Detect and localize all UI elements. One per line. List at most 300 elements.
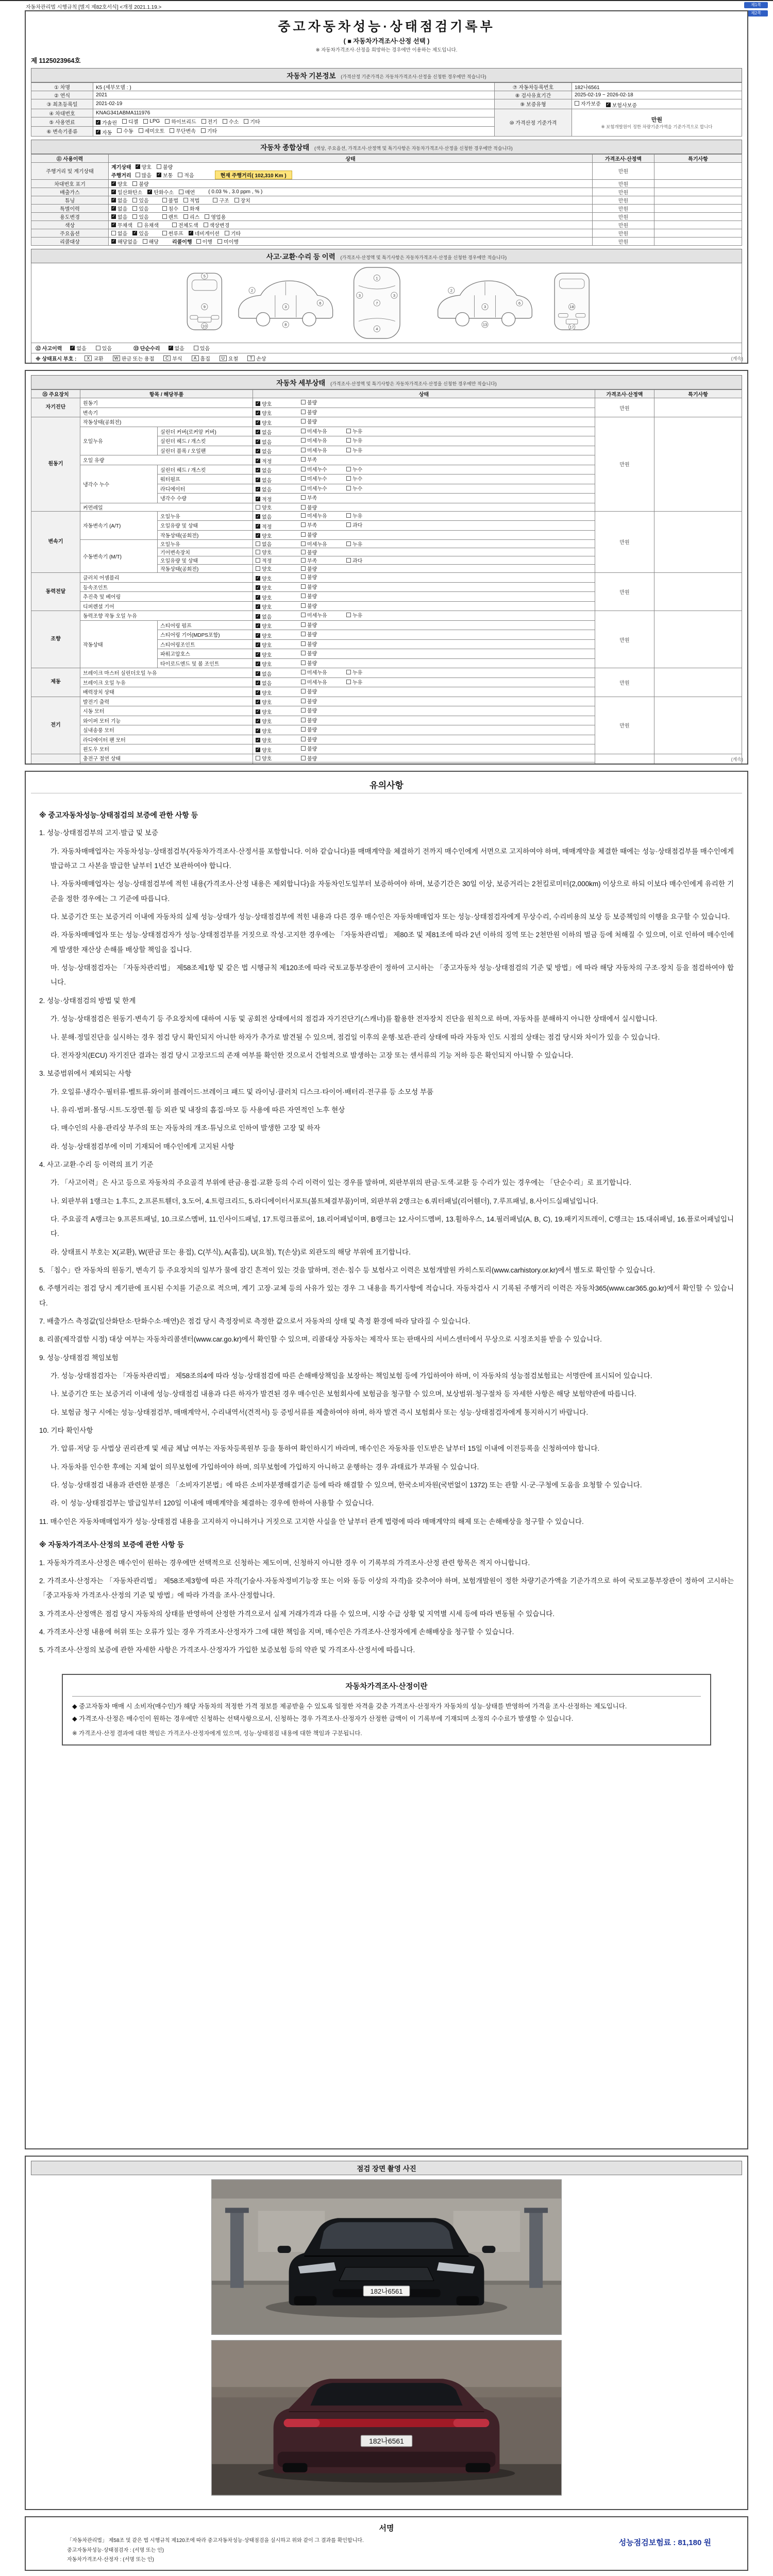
notice-paragraph: 가. 압류·저당 등 사법상 권리관계 및 세금 체납 여부는 자동차등록원부 등을 통하여 확인하시기 바라며, 매수인은 자동차를 인도받은 날부터 15일 이내에 이전등록을 신청하여야 합니다. <box>51 1445 600 1453</box>
checkbox-box: ✓ <box>256 623 260 628</box>
status-cell <box>253 725 595 735</box>
subpart-label: 워터펌프 <box>158 474 253 484</box>
history-label: ⑬ 단순수리 <box>133 346 160 352</box>
checkbox-양호 <box>256 622 300 630</box>
rect-el <box>524 2208 548 2213</box>
price-cell: 만원 <box>593 229 654 237</box>
checkbox-box: ✓ <box>96 129 100 134</box>
checkbox-양호 <box>256 746 300 754</box>
checkbox-box <box>256 756 260 760</box>
checkbox-label: 불량 <box>307 651 317 657</box>
checkbox-box: ✓ <box>256 420 260 425</box>
continue-mark: (계속) <box>731 356 743 361</box>
notice-paragraph: 가. 「사고이력」은 사고 등으로 자동차의 주요골격 부위에 판금·용접·교환 등의 수리 이력이 있는 경우를 말하며, 외판부위의 판금·도색·교환 등 수리가 있는 경우에는 「단순수리」로 표기합니다. <box>51 1179 632 1187</box>
path-el <box>339 2267 433 2281</box>
checkbox-box: ✓ <box>256 737 260 742</box>
checkbox-box <box>256 505 260 510</box>
g-el <box>482 303 488 310</box>
detail-row <box>31 611 742 621</box>
checkbox-box <box>132 198 137 202</box>
checkbox-양호 <box>256 419 300 427</box>
checkbox-불량 <box>301 621 345 629</box>
legend-item <box>192 354 210 362</box>
notice-paragraph: 라. 이 성능·상태점검부는 발급일부터 120일 이내에 매매계약을 체결하는 경우에 한하여 사용할 수 있습니다. <box>51 1499 374 1507</box>
subpart-label: 스티어링 기어(MDPS포함) <box>158 630 253 640</box>
checkbox-불량 <box>301 565 345 572</box>
checkbox-label: 누유 <box>352 448 363 454</box>
checkbox-렌트 <box>162 213 178 221</box>
checkbox-label: 불량 <box>307 532 317 538</box>
checkbox-box: ✓ <box>256 410 260 415</box>
checkbox-양호 <box>256 574 300 582</box>
g-el <box>201 323 208 329</box>
legend-item <box>247 354 266 362</box>
checkbox-불량 <box>301 706 345 714</box>
detail-state-table <box>31 389 742 765</box>
text-el: 5 <box>203 274 206 279</box>
legend-code: W <box>113 355 120 361</box>
text-el: 7 <box>376 300 378 306</box>
checkbox-box <box>301 651 306 655</box>
subpart-label: 냉각수 수량 <box>158 494 253 503</box>
checkbox-불량 <box>301 697 345 705</box>
checkbox-불량 <box>157 163 173 171</box>
subpart-label: 스티어링조인트 <box>158 639 253 649</box>
checkbox-box <box>301 594 306 598</box>
checkbox-label: 누유 <box>352 513 363 519</box>
checkbox-box <box>301 467 306 471</box>
spec-cell <box>654 668 742 697</box>
checkbox-유채색 <box>138 221 159 229</box>
section-note: (가격조사·산정액 및 특기사항은 자동차가격조사·산정을 신청한 경우에만 적습니다) <box>340 255 507 260</box>
usage-row <box>31 237 742 245</box>
checkbox-label: 무단변속 <box>176 129 196 134</box>
basic-value: 2021-02-19 <box>93 99 495 109</box>
checkbox-없음 <box>111 229 127 237</box>
checkbox-누유 <box>346 540 391 548</box>
document-subtitle: ( ■ 자동차가격조사·산정 선택 ) <box>343 38 430 45</box>
rect-el <box>212 2180 561 2198</box>
notice-paragraph: 라. 성능·상태점검부에 이미 기재되어 매수인에게 고지된 사항 <box>51 1142 234 1150</box>
checkbox-양호 <box>256 548 300 556</box>
usage-item: 색상 <box>31 221 109 229</box>
subpart-label: 오일누유 <box>158 511 253 521</box>
part-label: 와이퍼 모터 기능 <box>80 716 253 725</box>
checkbox-box <box>301 438 306 443</box>
checkbox-box <box>301 522 306 527</box>
checkbox-label: 적법 <box>189 198 200 204</box>
signature-inspector-line: 중고자동차성능·상태점검자 : (서명 또는 인) <box>67 2547 164 2553</box>
checkbox-화재 <box>183 205 199 212</box>
part-label: 변속기 <box>80 408 253 417</box>
status-cell <box>253 503 595 511</box>
checkbox-없음 <box>111 196 127 204</box>
checkbox-불량 <box>301 592 345 600</box>
checkbox-label: 없음 <box>262 430 272 436</box>
device-label: 원동기 <box>31 417 80 512</box>
checkbox-label: 양호 <box>262 652 272 658</box>
notice-paragraph: 나. 분해·정밀진단을 실시하는 경우 점검 당시 확인되지 아니한 하자가 추가로 발견될 수 있으며, 점검일 이후의 운행·보관·관리 상태에 따라 자동차 인도 시점의 상태는 점검 당시와 차이가 있을 수 있습니다. <box>51 1033 660 1041</box>
checkbox-미세누수 <box>301 474 345 482</box>
status-cell <box>253 754 595 762</box>
checkbox-box: ✓ <box>256 477 260 482</box>
spec-cell <box>654 204 742 212</box>
car-diagram-box <box>31 263 742 343</box>
section-note: (색상, 주요옵션, 가격조사·산정액 및 특기사항은 자동차가격조사·산정을 신청한 경우에만 적습니다) <box>314 145 513 151</box>
legend-code: A <box>192 355 199 361</box>
status-cell <box>253 417 595 427</box>
checkbox-box <box>225 231 229 235</box>
checkbox-label <box>262 762 272 765</box>
checkbox-label: 양호 <box>262 719 272 725</box>
checkbox-label: 있음 <box>102 346 112 352</box>
legend-text: 부식 <box>172 356 182 362</box>
car-rear-view <box>554 273 589 330</box>
g-el <box>482 321 488 327</box>
spec-cell <box>654 398 742 417</box>
checkbox-불량 <box>301 687 345 695</box>
checkbox-label: 누유 <box>352 613 363 619</box>
basic-label: ⑦ 자동차등록번호 <box>495 83 572 91</box>
usage-row <box>31 221 742 229</box>
checkbox-box <box>201 128 206 133</box>
notice-paragraph: 다. 전자장치(ECU) 자기진단 결과는 점검 당시 고장코드의 존재 여부를 확인한 것으로서 간헐적으로 발생하는 고장 또는 센서류의 기능 저하 등은 확인되지 아니할 수 있습니다. <box>51 1051 574 1059</box>
checkbox-label: 양호 <box>262 586 272 591</box>
device-label: 자기진단 <box>31 398 80 417</box>
status-line <box>111 213 590 221</box>
checkbox-label: 불량 <box>307 550 317 556</box>
basic-row <box>31 91 742 99</box>
notice-paragraph: 1. 자동차가격조사·산정은 매수인이 원하는 경우에만 선택적으로 신청하는 제도이며, 신청하지 아니한 경우 이 기록부의 가격조사·산정 관련 항목은 적지 아니합니다. <box>39 1558 530 1567</box>
checkbox-label: 양호 <box>117 181 128 188</box>
usage-row <box>31 162 742 179</box>
page-badge-1[interactable]: 제1쪽 <box>744 2 768 8</box>
checkbox-label: 불량 <box>307 622 317 629</box>
detail-row <box>31 754 742 762</box>
legend-item <box>163 354 182 362</box>
checkbox-box: ✓ <box>256 486 260 492</box>
checkbox-box <box>301 448 306 452</box>
rect-el <box>466 2463 491 2472</box>
status-cell <box>253 668 595 678</box>
price-cell: 만원 <box>595 668 654 697</box>
rect-el <box>230 2211 244 2288</box>
checkbox-적법 <box>183 196 199 204</box>
device-label <box>31 754 80 765</box>
g-el <box>391 292 397 298</box>
notice-paragraph: 라. 자동차매매업자 또는 성능·상태점검자가 성능·상태점검부를 거짓으로 작성·고지한 경우에는 「자동차관리법」 제80조 및 제81조에 따라 2년 이하의 징역 또는 2천만원 이하의 벌금 등에 처해질 수 있으며, 이로 인하여 매수인에게 발생한 재산상 손해를 배상할 책임을 집니다. <box>51 931 734 954</box>
checkbox-box: ✓ <box>256 429 260 434</box>
checkbox-box <box>162 206 167 211</box>
notice-paragraph: 다. 주요골격 A랭크는 9.프론트패널, 10.크로스멤버, 11.인사이드패널, 17.트렁크플로어, 18.리어패널이며, B랭크는 12.사이드멤버, 13.휠하우스, 14.필러패널(A, B, C), 19.패키지트레이, C랭크는 15.대쉬패널, 16.플로어패널입니다. <box>51 1215 734 1238</box>
checkbox-box <box>346 438 351 443</box>
checkbox-label <box>307 762 317 765</box>
tbody-el <box>31 162 742 245</box>
checkbox-box <box>301 558 306 563</box>
spec-cell <box>654 417 742 512</box>
price-cell: 만원 <box>593 179 654 188</box>
car-left-side-view <box>239 281 333 328</box>
checkbox-label: 탄화수소 <box>154 190 174 196</box>
checkbox-box <box>301 727 306 732</box>
inline-text: ( 0.03 % , 3.0 ppm , % ) <box>208 189 263 195</box>
usage-item: 리콜대상 <box>31 237 109 245</box>
g-el <box>317 299 323 306</box>
spec-cell <box>654 511 742 573</box>
checkbox-label: 화재 <box>189 206 200 212</box>
checkbox-box: ✓ <box>256 448 260 453</box>
checkbox-box <box>183 198 188 202</box>
status-cell <box>109 162 593 179</box>
text-el: 2 <box>450 288 452 293</box>
checkbox-box: ✓ <box>169 345 173 350</box>
checkbox-label: 있음 <box>139 206 149 212</box>
path-el <box>310 2383 462 2405</box>
notice-body <box>31 798 742 1664</box>
thead-el <box>31 390 742 398</box>
checkbox-box <box>301 699 306 703</box>
checkbox-label: 양호 <box>262 567 272 572</box>
checkbox-label: 미세누유 <box>307 680 327 686</box>
checkbox-box <box>301 660 306 665</box>
checkbox-label: 양호 <box>262 643 272 649</box>
basic-value <box>93 127 495 137</box>
usage-row <box>31 229 742 237</box>
checkbox-box <box>346 448 351 452</box>
checkbox-box <box>346 670 351 674</box>
checkbox-불량 <box>301 649 345 657</box>
part-label: 충전구 절연 상태 <box>80 754 253 762</box>
car-front-view <box>187 273 222 329</box>
checkbox-label: 양호 <box>262 709 272 716</box>
checkbox-label: 미세누수 <box>307 486 327 492</box>
status-cell <box>253 706 595 716</box>
checkbox-적정 <box>256 457 300 465</box>
checkbox-양호 <box>256 736 300 744</box>
checkbox-label: 불량 <box>307 632 317 638</box>
checkbox-label: 미세누유 <box>307 438 327 444</box>
checkbox-label: 누유 <box>352 438 363 444</box>
part-label: 클러치 어셈블리 <box>80 573 253 583</box>
column-header: ⑮ 주요장치 <box>31 390 80 398</box>
status-line <box>111 229 590 237</box>
checkbox-box: ✓ <box>256 523 260 528</box>
checkbox-label: 이행 <box>202 239 212 245</box>
status-cell <box>253 436 595 446</box>
checkbox-box <box>301 574 306 579</box>
checkbox-label: 부족 <box>307 558 317 564</box>
checkbox-label: 미세누유 <box>307 613 327 619</box>
checkbox-box <box>346 558 351 563</box>
checkbox-영업용 <box>205 213 226 221</box>
car-right-side-view <box>438 281 532 328</box>
detail-row <box>31 573 742 583</box>
rect-el <box>225 2208 249 2213</box>
rect-el <box>278 2452 496 2467</box>
checkbox-가솔린 <box>96 118 117 126</box>
checkbox-label: 매연 <box>184 190 195 196</box>
checkbox-label: 해당없음 <box>117 239 138 245</box>
checkbox-자가보증 <box>575 99 601 107</box>
checkbox-label: 양호 <box>262 595 272 601</box>
checkbox-label: 침수 <box>168 206 178 212</box>
checkbox-box <box>301 410 306 414</box>
notice-heading: ※ 자동차가격조사·산정의 보증에 관한 사항 등 <box>39 1540 184 1549</box>
price-cell: 만원 <box>595 398 654 417</box>
checkbox-label: 양호 <box>262 690 272 697</box>
checkbox-보통 <box>157 171 173 179</box>
checkbox-불량 <box>301 640 345 648</box>
checkbox-전기 <box>201 117 217 125</box>
checkbox-label: 수동 <box>123 129 133 134</box>
status-cell <box>253 592 595 602</box>
checkbox-label: 불법 <box>168 198 178 204</box>
checkbox-불량 <box>301 602 345 609</box>
checkbox-box <box>346 429 351 433</box>
checkbox-label: 일산화탄소 <box>117 190 143 196</box>
checkbox-box <box>178 173 182 177</box>
status-line <box>111 188 590 196</box>
status-cell <box>253 521 595 531</box>
checkbox-디젤 <box>122 117 138 125</box>
checkbox-누유 <box>346 446 391 454</box>
section-overall-state <box>31 140 742 154</box>
checkbox-기타 <box>244 117 260 125</box>
subpart-label: 작동상태(공회전) <box>158 565 253 573</box>
path-el <box>320 2222 453 2249</box>
checkbox-label: 불량 <box>307 756 317 762</box>
checkbox-box <box>346 522 351 527</box>
checkbox-box: ✓ <box>256 458 260 463</box>
g-el <box>201 273 208 279</box>
checkbox-box <box>301 513 306 518</box>
card-signature <box>25 2516 748 2571</box>
checkbox-양호 <box>256 409 300 417</box>
column-header: 가격조사·산정액 <box>595 390 654 398</box>
checkbox-box <box>132 206 137 211</box>
checkbox-box <box>301 419 306 423</box>
status-line <box>111 180 590 188</box>
checkbox-불량 <box>301 744 345 752</box>
basic-value: K5 (세부모델 : ) <box>93 83 495 91</box>
spec-cell <box>654 754 742 765</box>
usage-row <box>31 179 742 188</box>
checkbox-box <box>256 541 260 546</box>
status-cell <box>109 188 593 196</box>
price-cell: 만원 <box>593 212 654 221</box>
basic-label: ① 차명 <box>31 83 93 91</box>
status-cell <box>253 455 595 465</box>
car-top-view <box>354 267 400 338</box>
notice-paragraph: 2. 성능·상태점검의 방법 및 한계 <box>39 996 136 1005</box>
checkbox-box <box>301 689 306 693</box>
basic-value <box>93 117 495 127</box>
checkbox-label: 미세누유 <box>307 542 327 548</box>
checkbox-box <box>575 101 579 106</box>
checkbox-label: 불량 <box>307 410 317 416</box>
column-header: 특기사항 <box>654 154 742 162</box>
basic-value: KNAG341ABMA111976 <box>93 109 495 117</box>
checkbox-box <box>346 486 351 490</box>
checkbox-양호 <box>256 641 300 649</box>
section-title: 점검 장면 촬영 사진 <box>357 2165 416 2173</box>
checkbox-리스 <box>183 213 199 221</box>
checkbox-불량 <box>301 754 345 762</box>
status-cell <box>253 511 595 521</box>
checkbox-label: 양호 <box>262 756 272 762</box>
checkbox-label: 전기 <box>207 119 217 125</box>
checkbox-box <box>301 476 306 481</box>
checkbox-누유 <box>346 436 391 444</box>
checkbox-box <box>96 346 100 350</box>
price-cell: 만원 <box>593 204 654 212</box>
detail-row <box>31 668 742 678</box>
part-label: 오일누유 <box>80 427 158 455</box>
basic-label: ③ 최초등록일 <box>31 99 93 109</box>
rect-el <box>529 2211 543 2288</box>
g-el <box>374 275 380 281</box>
checkbox-있음 <box>132 213 148 221</box>
checkbox-box: ✓ <box>256 575 260 580</box>
status-cell <box>253 548 595 556</box>
checkbox-label: 양호 <box>262 411 272 417</box>
regulation-note: 자동차관리법 시행규칙 [별지 제82호서식] <개정 2021.1.19.> <box>26 5 162 10</box>
checkbox-box: ✓ <box>256 690 260 694</box>
basic-label: ⑥ 변속기종류 <box>31 127 93 137</box>
checkbox-없음 <box>256 447 300 455</box>
checkbox-label: 리스 <box>189 214 200 221</box>
part-label: 커먼레일 <box>80 503 253 511</box>
base-price-amount: 만원 <box>651 116 663 123</box>
price-cell: 만원 <box>593 188 654 196</box>
checkbox-label: 양호 <box>262 505 272 511</box>
checkbox-label: 없음 <box>117 198 128 204</box>
checkbox-box: ✓ <box>112 197 115 202</box>
insurance-fee-value: 81,180 원 <box>678 2538 711 2547</box>
checkbox-label: 불량 <box>307 567 317 572</box>
checkbox-양호 <box>256 689 300 697</box>
legend-text: 흠집 <box>200 356 210 362</box>
checkbox-누유 <box>346 678 391 686</box>
status-cell <box>253 556 595 565</box>
accident-history-row <box>31 343 742 353</box>
subpart-label: 파워고압호스 <box>158 649 253 659</box>
checkbox-없음 <box>111 205 127 212</box>
checkbox-미세누유 <box>301 512 345 519</box>
status-cell <box>253 474 595 484</box>
checkbox-box: ✓ <box>256 642 260 647</box>
checkbox-이행 <box>196 238 212 245</box>
checkbox-부족 <box>301 521 345 529</box>
text-el: 6 <box>518 300 521 306</box>
checkbox-불량 <box>301 503 345 511</box>
checkbox-label: 기타 <box>207 129 217 134</box>
checkbox-label: 미세누유 <box>307 670 327 676</box>
checkbox-매연 <box>179 188 195 196</box>
checkbox-불법 <box>162 196 178 204</box>
subpart-label: 실린더 블록 / 오일팬 <box>158 446 253 455</box>
legend-code: C <box>163 355 171 361</box>
page-badge-2[interactable]: 제2쪽 <box>744 10 768 16</box>
checkbox-label: 보통 <box>162 173 173 179</box>
notice-paragraph: 다. 보험금 청구 시에는 성능·상태점검부, 매매계약서, 수리내역서(견적서) 등 증빙서류를 제출하여야 하며, 하자 발견 즉시 보험회사 또는 성능·상태점검자에게 통지하시기 바랍니다. <box>51 1408 589 1416</box>
section-basic-info <box>31 68 742 82</box>
checkbox-box <box>301 400 306 404</box>
checkbox-label: 과다 <box>352 523 363 529</box>
checkbox-label: 구조 <box>219 198 229 204</box>
status-cell <box>253 716 595 725</box>
spec-cell <box>654 188 742 196</box>
